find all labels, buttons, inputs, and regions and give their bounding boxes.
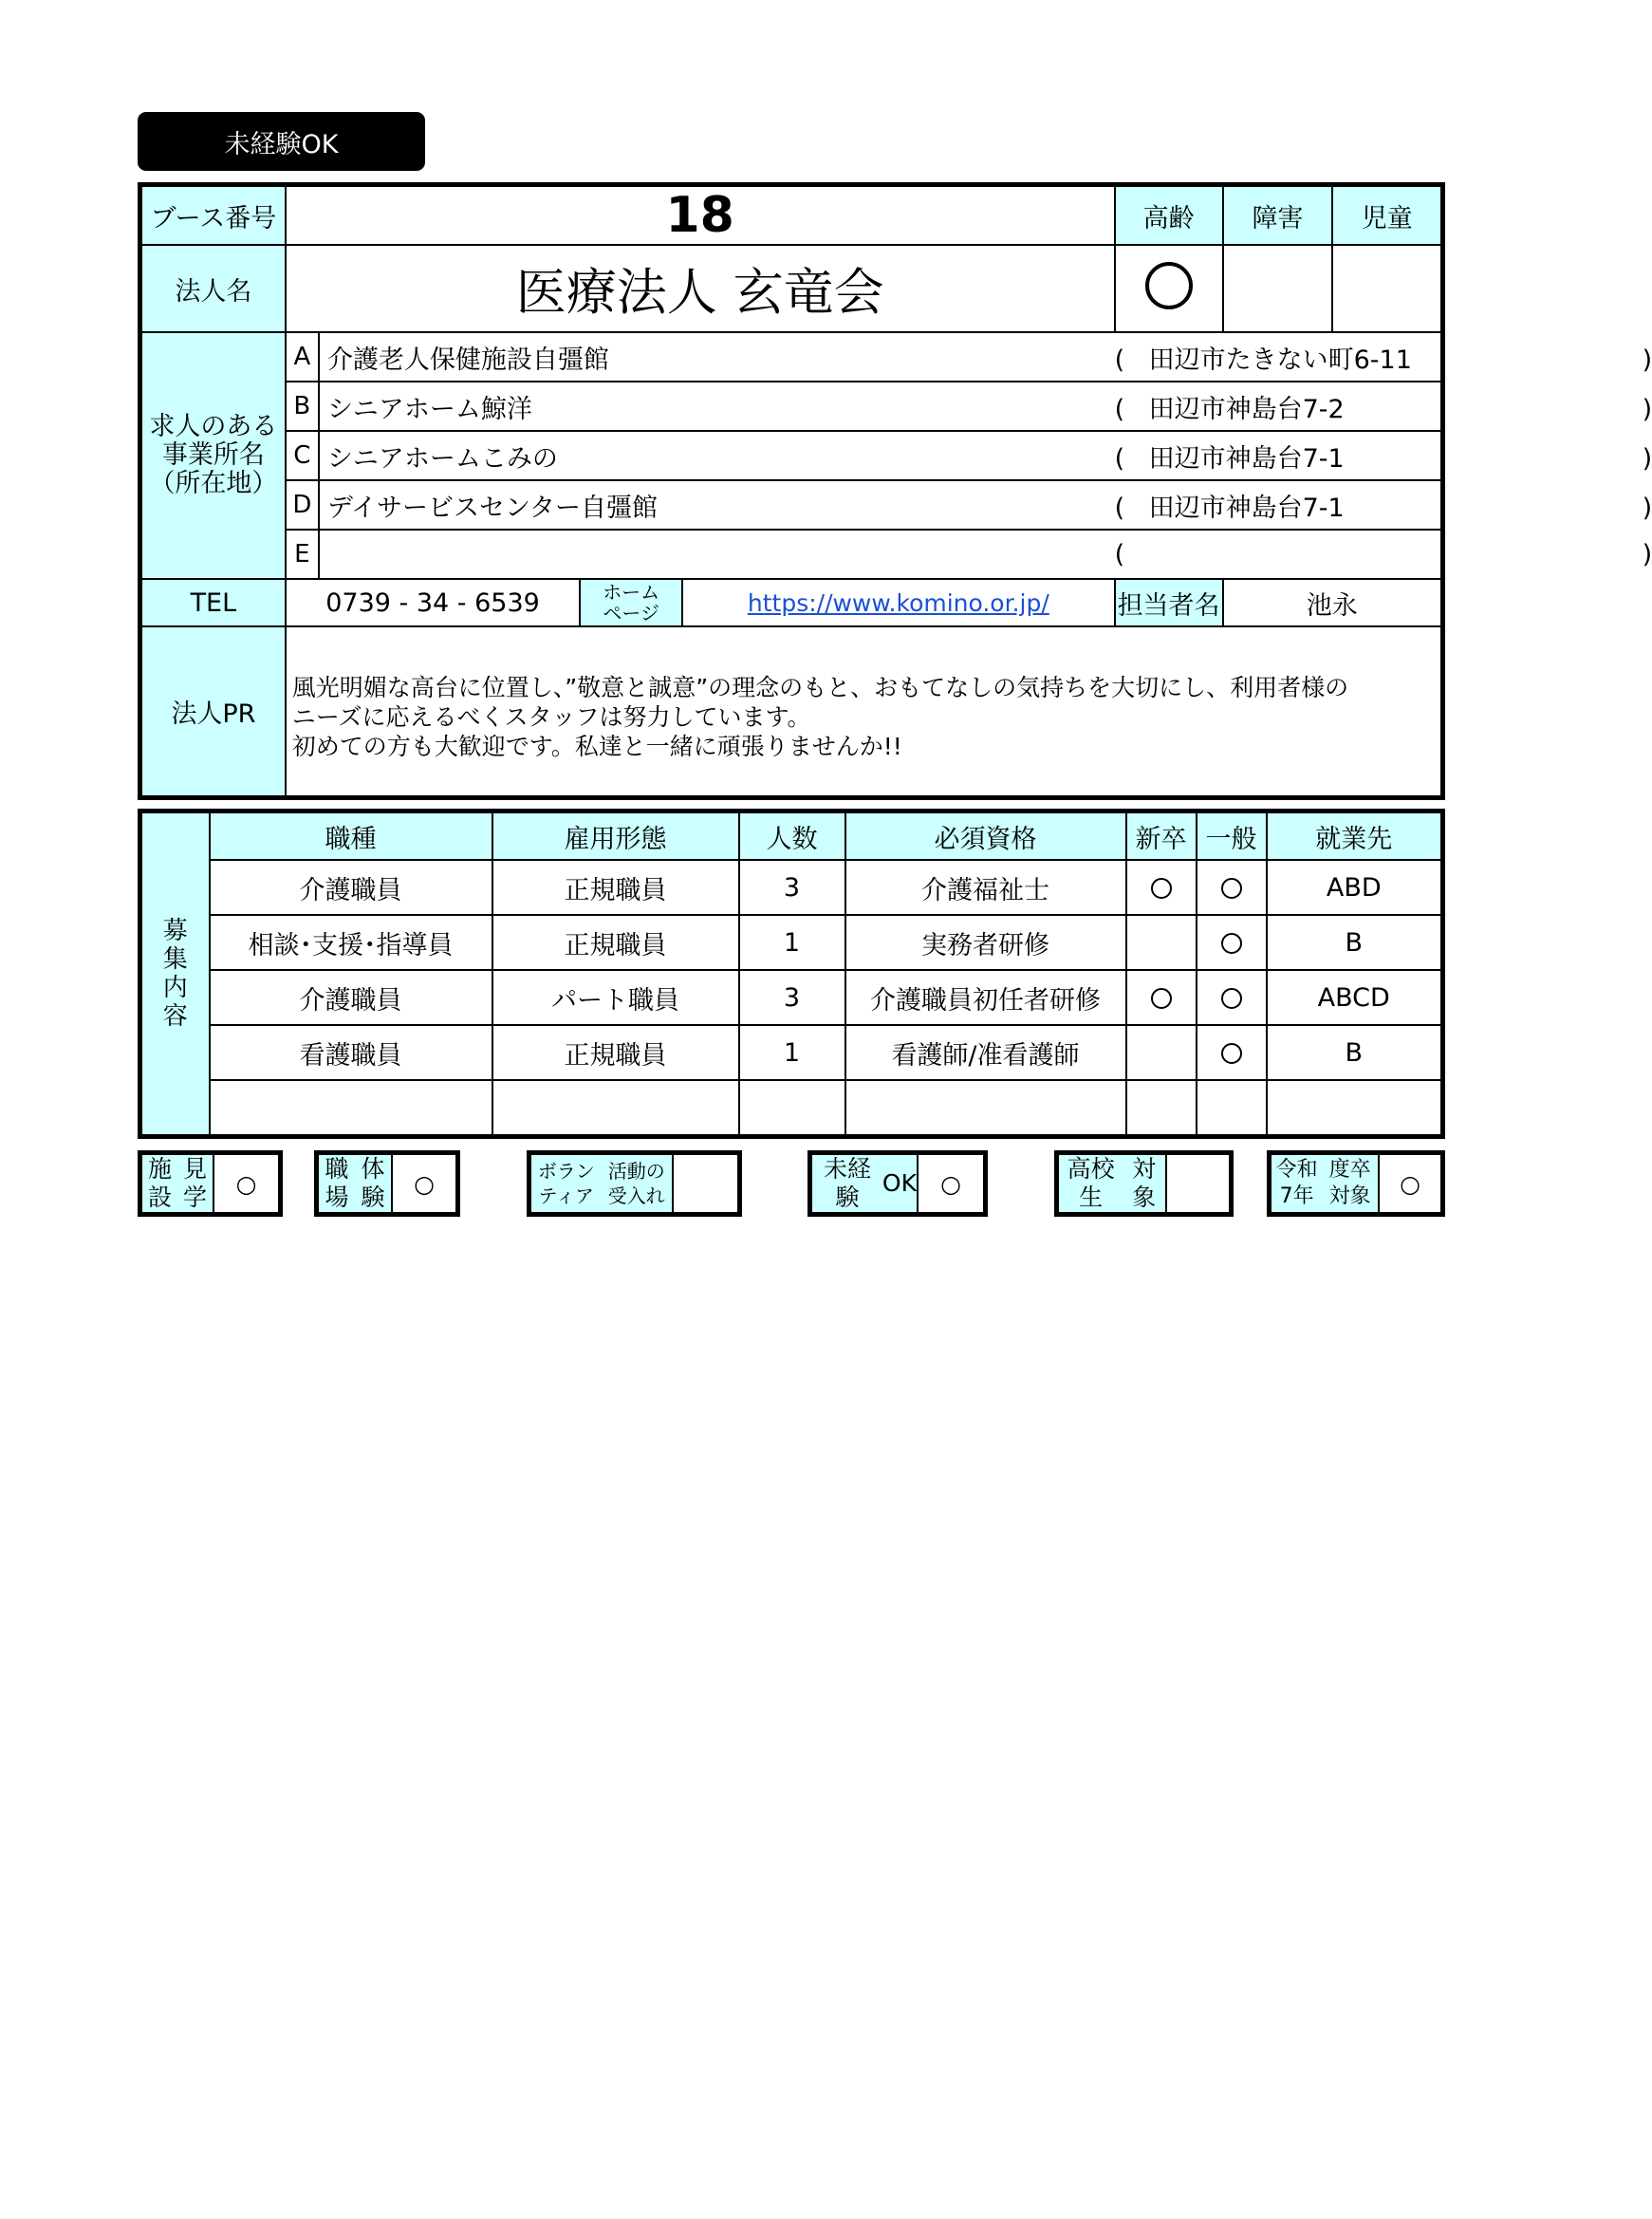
headcount: 1 <box>739 915 845 970</box>
new-grad-mark <box>1126 915 1197 970</box>
category-disability-label: 障害 <box>1223 185 1333 246</box>
headcount: 1 <box>739 1025 845 1080</box>
workplace-experience-label: 職場 体験 <box>319 1155 393 1212</box>
office-letter: B <box>286 382 319 431</box>
circle-mark-icon <box>1221 988 1242 1009</box>
recruitment-table <box>138 809 1445 1139</box>
corp-name-label: 法人名 <box>140 245 286 332</box>
table-row <box>140 860 1443 915</box>
office-name: 介護老人保健施設自彊館 <box>319 332 1115 382</box>
column-header: 一般 <box>1197 811 1267 861</box>
workplace-experience-value: ○ <box>414 1169 435 1198</box>
column-header: 新卒 <box>1126 811 1197 861</box>
circle-mark-icon <box>1145 262 1193 309</box>
job-title: 看護職員 <box>210 1025 492 1080</box>
inexperienced-ok-label: 未経験 OK <box>812 1155 919 1212</box>
new-grad-mark <box>1126 1080 1197 1137</box>
circle-mark-icon <box>1221 878 1242 899</box>
new-grad-mark <box>1126 1025 1197 1080</box>
inexperienced-ok-box <box>807 1150 988 1217</box>
homepage-link[interactable]: https://www.komino.or.jp/ <box>682 579 1115 626</box>
new-grad-mark <box>1126 860 1197 915</box>
booth-number: 18 <box>286 185 1115 246</box>
tel-number: 0739 - 34 - 6539 <box>286 579 581 626</box>
high-school-value <box>1167 1155 1229 1212</box>
facility-tour-value: ○ <box>235 1169 257 1198</box>
offices-label: 求人のある 事業所名 （所在地） <box>140 332 286 579</box>
pr-label: 法人PR <box>140 626 286 797</box>
office-address: ( 田辺市たきない町6-11 ) <box>1115 332 1443 382</box>
workplace-experience-box <box>314 1150 460 1217</box>
table-row <box>140 1080 1443 1137</box>
graduate-2025-value: ○ <box>1400 1169 1420 1198</box>
required-qualification: 実務者研修 <box>845 915 1126 970</box>
pr-text: 風光明媚な高台に位置し、”敬意と誠意”の理念のもと、おもてなしの気持ちを大切にし、利用者様の ニーズに応えるべくスタッフは努力しています。 初めての方も大歓迎です。私達と一緒に頑張りませんか!! <box>286 626 1443 797</box>
person-label: 担当者名 <box>1115 579 1223 626</box>
employment-type: 正規職員 <box>492 860 739 915</box>
facility-tour-box <box>138 1150 283 1217</box>
column-header: 必須資格 <box>845 811 1126 861</box>
tel-label: TEL <box>140 579 286 626</box>
inexperienced-ok-value: ○ <box>940 1169 961 1198</box>
high-school-box <box>1054 1150 1234 1217</box>
volunteer-box <box>527 1150 742 1217</box>
table-row <box>140 970 1443 1025</box>
general-mark <box>1197 1025 1267 1080</box>
column-header: 職種 <box>210 811 492 861</box>
volunteer-value <box>674 1155 737 1212</box>
new-grad-mark <box>1126 970 1197 1025</box>
table-row <box>140 915 1443 970</box>
headcount: 3 <box>739 860 845 915</box>
headcount: 3 <box>739 970 845 1025</box>
job-title: 介護職員 <box>210 860 492 915</box>
column-header: 就業先 <box>1267 811 1443 861</box>
work-place: B <box>1267 915 1443 970</box>
inexperienced-ok-badge: 未経験OK <box>138 112 425 171</box>
high-school-label: 高校生 対象 <box>1059 1155 1167 1212</box>
homepage-label: ホーム ページ <box>580 579 682 626</box>
office-letter: C <box>286 431 319 480</box>
volunteer-label: ボランティア 活動の受入れ <box>531 1155 674 1212</box>
employment-type <box>492 1080 739 1137</box>
work-place: ABCD <box>1267 970 1443 1025</box>
graduate-2025-box <box>1267 1150 1445 1217</box>
category-children-mark <box>1332 245 1442 332</box>
headcount <box>739 1080 845 1137</box>
employment-type: 正規職員 <box>492 1025 739 1080</box>
work-place: ABD <box>1267 860 1443 915</box>
table-row <box>140 1025 1443 1080</box>
work-place <box>1267 1080 1443 1137</box>
job-title: 介護職員 <box>210 970 492 1025</box>
office-name: シニアホーム鯨洋 <box>319 382 1115 431</box>
required-qualification: 看護師/准看護師 <box>845 1025 1126 1080</box>
general-mark <box>1197 970 1267 1025</box>
category-elderly-label: 高齢 <box>1115 185 1223 246</box>
employment-type: パート職員 <box>492 970 739 1025</box>
category-elderly-mark <box>1115 245 1223 332</box>
office-address: ( 田辺市神島台7-1 ) <box>1115 431 1443 480</box>
circle-mark-icon <box>1151 878 1172 899</box>
job-title: 相談･支援･指導員 <box>210 915 492 970</box>
work-place: B <box>1267 1025 1443 1080</box>
office-name <box>319 530 1115 579</box>
general-mark <box>1197 915 1267 970</box>
recruitment-label: 募 集 内 容 <box>140 811 210 1137</box>
category-disability-mark <box>1223 245 1333 332</box>
required-qualification: 介護職員初任者研修 <box>845 970 1126 1025</box>
office-letter: A <box>286 332 319 382</box>
column-header: 人数 <box>739 811 845 861</box>
required-qualification: 介護福祉士 <box>845 860 1126 915</box>
office-address: ( ) <box>1115 530 1443 579</box>
contact-person: 池永 <box>1223 579 1443 626</box>
category-children-label: 児童 <box>1332 185 1442 246</box>
circle-mark-icon <box>1221 933 1242 954</box>
office-name: シニアホームこみの <box>319 431 1115 480</box>
circle-mark-icon <box>1151 988 1172 1009</box>
required-qualification <box>845 1080 1126 1137</box>
general-mark <box>1197 1080 1267 1137</box>
graduate-2025-label: 令和7年 度卒対象 <box>1271 1155 1380 1212</box>
office-address: ( 田辺市神島台7-2 ) <box>1115 382 1443 431</box>
office-name: デイサービスセンター自彊館 <box>319 480 1115 530</box>
column-header: 雇用形態 <box>492 811 739 861</box>
facility-tour-label: 施設 見学 <box>142 1155 214 1212</box>
office-address: ( 田辺市神島台7-1 ) <box>1115 480 1443 530</box>
office-letter: D <box>286 480 319 530</box>
booth-number-label: ブース番号 <box>140 185 286 246</box>
general-mark <box>1197 860 1267 915</box>
corp-name: 医療法人 玄竜会 <box>286 245 1115 332</box>
company-info-table <box>138 182 1652 800</box>
circle-mark-icon <box>1221 1043 1242 1064</box>
office-letter: E <box>286 530 319 579</box>
employment-type: 正規職員 <box>492 915 739 970</box>
job-title <box>210 1080 492 1137</box>
